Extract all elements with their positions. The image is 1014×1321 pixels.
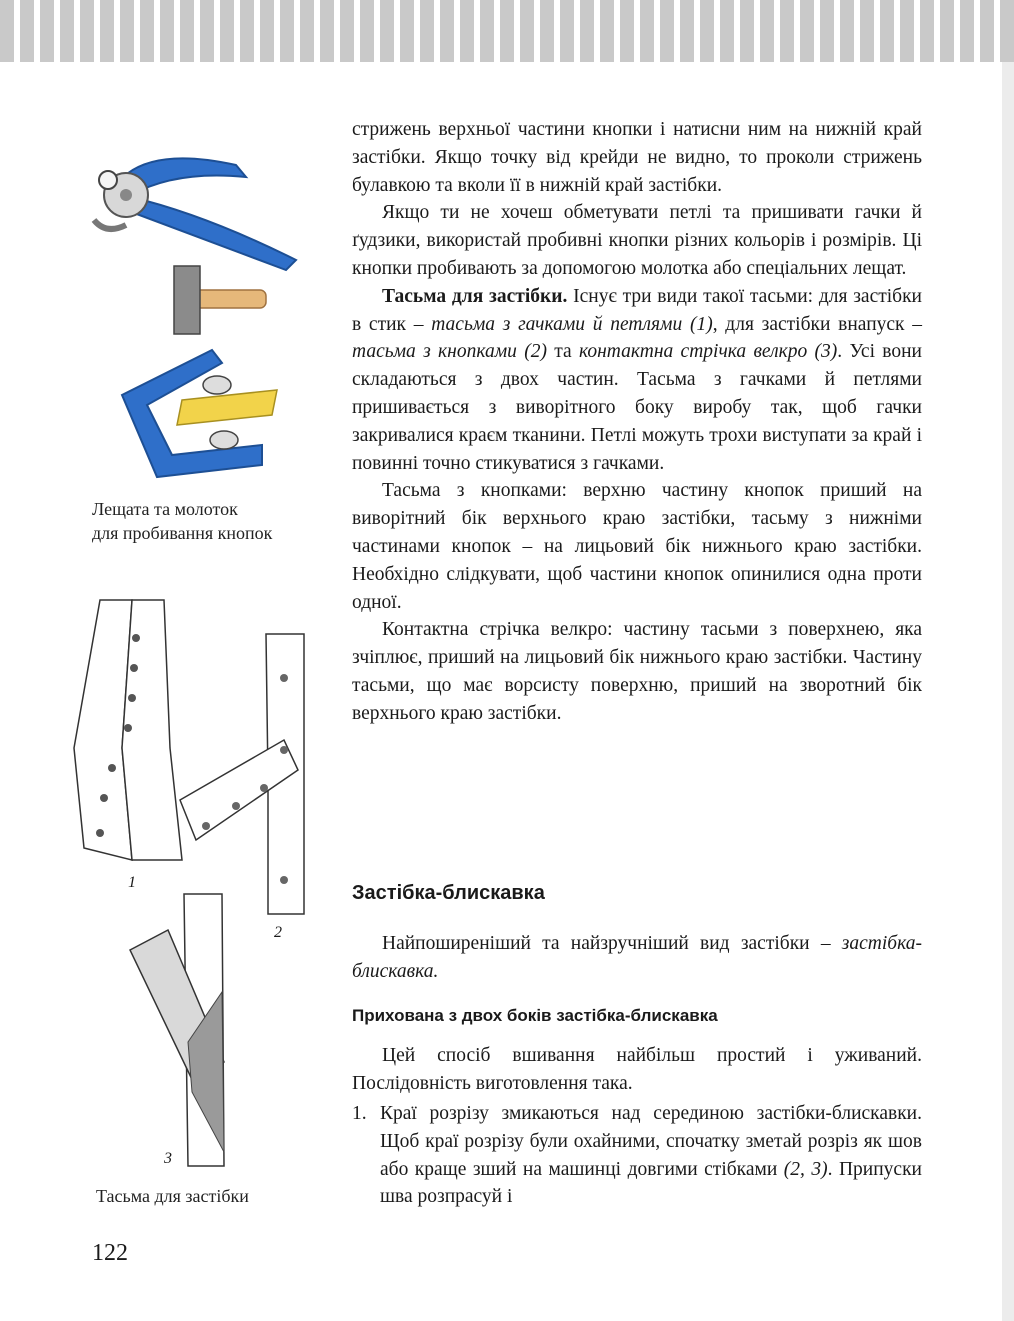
list-item <box>352 1100 922 1211</box>
paragraph-3-text-3: та <box>546 341 579 363</box>
snap-tape-term: тасьма з кнопками (2) <box>352 341 547 363</box>
paragraph-2: Якщо ти не хочеш обметувати петлі та пришивати гачки й ґудзики, використай пробивні кнопки різних кольорів і розмірів. Ці кнопки пробивають за допомогою молотка або спеціальних лещат. <box>352 202 922 279</box>
paragraph-5: Контактна стрічка велкро: частину тасьми з поверхнею, яка зчіплює, приший на лицьовий бік нижнього краю застібки. Частину тасьми, що має ворсисту поверхню, приший на зворотний бік верхнього краю застібки. <box>352 619 922 724</box>
figure-label-1: 1 <box>128 874 136 891</box>
tape-caption: Тасьма для застібки <box>96 1186 249 1206</box>
figure-label-2: 2 <box>274 924 282 941</box>
paragraph-6-text: Найпоширеніший та найзручніший вид застібки – <box>382 933 842 954</box>
zipper-intro <box>352 930 922 986</box>
paragraph-7: Цей спосіб вшивання найбільш простий і уживаний. Послідовність виготовлення така. <box>352 1045 922 1094</box>
paragraph-7-block <box>352 1042 922 1098</box>
paragraph-3-text-2: , для застібки внапуск – <box>712 313 922 335</box>
tape-term: Тасьма для застібки. <box>382 285 568 307</box>
paragraph-4: Тасьма з кнопками: верхню частину кнопок приший на виворітний бік верхнього краю застібки, тасьму з нижніми частинами кнопок – на лицьовий бік нижнього краю застібки. Необхідно слідкувати, щоб частини кнопок опинилися одна проти одної. <box>352 480 922 613</box>
list-number: 1. <box>352 1103 367 1124</box>
tools-caption-line1: Лещата та молоток <box>92 499 238 519</box>
section-heading: Застібка-блискавка <box>352 882 545 904</box>
tools-caption-line2: для пробивання кнопок <box>92 523 273 543</box>
paragraph-1: стрижень верхньої частини кнопки і натисни ним на нижній край застібки. Якщо точку від крейди не видно, то проколи стрижень булавкою та вколи її в нижній край застібки. <box>352 119 922 196</box>
velcro-tape-illustration <box>128 892 248 1172</box>
main-text-block <box>352 116 922 728</box>
paragraph-3-text-1: Існує три види такої тасьми: для застібки в стик – <box>352 285 922 335</box>
zipper-term: застібка-блискавка. <box>352 933 922 982</box>
list-text-1: Краї розрізу змикаються над серединою застібки-блискавки. Щоб краї розрізу були охайними, спочатку зметай розріз як шов або краще зший на машинці довгими стібками <box>380 1103 922 1180</box>
page-header-stripes <box>0 0 1014 62</box>
velcro-term: контактна стрічка велкро (3) <box>579 341 838 363</box>
subsection-heading: Прихована з двох боків застібка-блискавка <box>352 1006 718 1025</box>
snap-tape-illustration <box>176 630 316 920</box>
figure-label-3: 3 <box>164 1150 172 1167</box>
paragraph-3 <box>352 283 922 478</box>
paragraph-3-text-4: . Усі вони складаються з двох частин. Тасьма з гачками й петлями пришивається з виворітного боку виробу так, щоб гачки закривалися краєм тканини. Петлі можуть трохи виступати за край і повинні точно стикуватися з гачками. <box>352 341 922 474</box>
pliers-illustration <box>86 125 306 275</box>
hook-tape-term: тасьма з гачками й петлями (1) <box>431 313 713 335</box>
hammer-illustration <box>168 262 268 342</box>
page-number: 122 <box>92 1240 128 1266</box>
list-figure-ref: (2, 3) <box>783 1158 828 1180</box>
snap-press-illustration <box>112 345 282 485</box>
page-edge <box>1002 62 1014 1321</box>
list-text-2: . Припуски шва розпрасуй і <box>380 1158 922 1208</box>
